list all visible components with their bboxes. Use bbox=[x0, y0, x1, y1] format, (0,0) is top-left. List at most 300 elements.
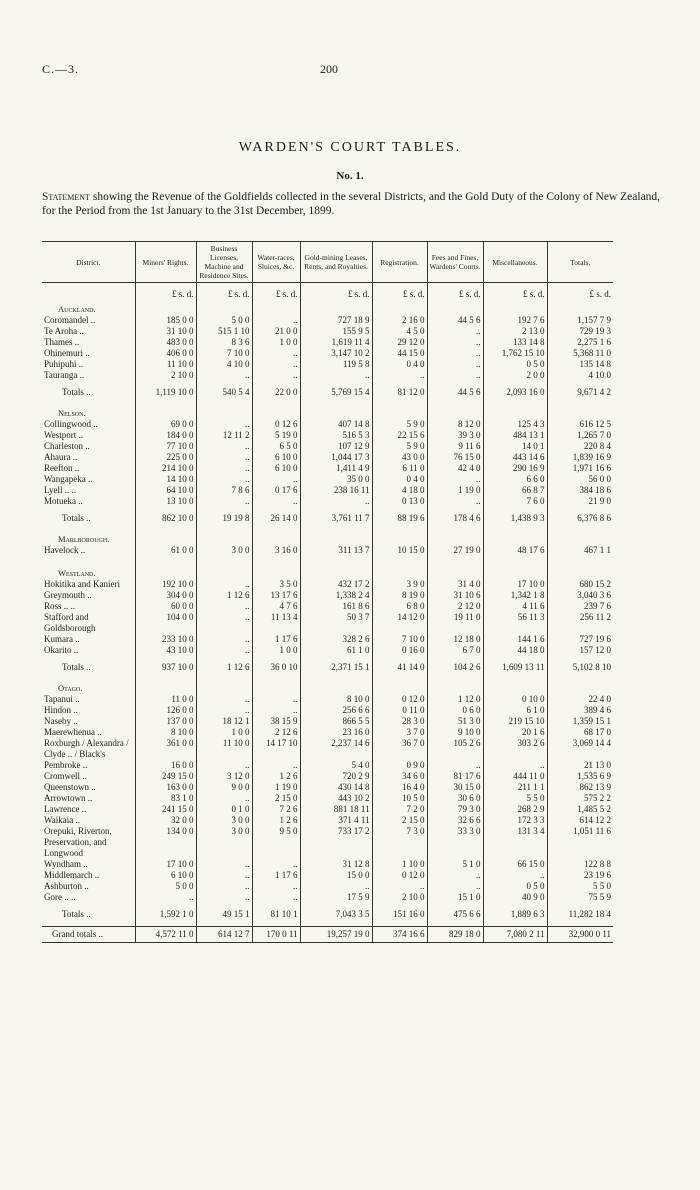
value-cell: 3,069 14 4 bbox=[547, 738, 613, 760]
value-cell: 11 10 0 bbox=[135, 359, 196, 370]
district-name: Totals .. bbox=[62, 909, 91, 919]
value-cell: 862 10 0 bbox=[135, 507, 196, 530]
value-cell: 170 0 11 bbox=[252, 927, 300, 943]
value-cell: 1,839 16 9 bbox=[547, 452, 613, 463]
value-cell: 5 9 0 bbox=[372, 441, 427, 452]
district-name: Lyell .. .. bbox=[44, 485, 76, 495]
value-cell: 76 15 0 bbox=[427, 452, 483, 463]
district-name: Orepuki, Riverton, Preservation, and Longwood bbox=[44, 826, 112, 858]
region-name: Marlborough. bbox=[58, 534, 110, 544]
value-cell: .. bbox=[196, 793, 252, 804]
district-name: Waikaia .. bbox=[44, 815, 81, 825]
value-cell: 3,147 10 2 bbox=[300, 348, 372, 359]
district-row bbox=[42, 337, 613, 348]
value-cell: 2 15 0 bbox=[252, 793, 300, 804]
value-cell: 2,237 14 6 bbox=[300, 738, 372, 760]
value-cell: .. bbox=[252, 315, 300, 326]
value-cell: 374 16 6 bbox=[372, 927, 427, 943]
value-cell: 4 5 0 bbox=[372, 326, 427, 337]
value-cell: 0 11 0 bbox=[372, 705, 427, 716]
units-spacer bbox=[42, 283, 135, 301]
statement-text: showing the Revenue of the Goldfields collected in the several Districts, and the Gold Duty of the Colony of New Zealand, for the Period from the 1st January to the 31st December, 1899. bbox=[42, 191, 661, 217]
value-cell: 6 8 0 bbox=[372, 601, 427, 612]
value-cell: 32,900 0 11 bbox=[547, 927, 613, 943]
value-cell: 50 3 7 bbox=[300, 612, 372, 634]
district-name: Cromwell .. bbox=[44, 771, 87, 781]
value-cell: 1 0 0 bbox=[252, 337, 300, 348]
value-cell: 0 5 0 bbox=[483, 359, 547, 370]
value-cell: 406 0 0 bbox=[135, 348, 196, 359]
value-cell: 3 16 0 bbox=[252, 545, 300, 556]
value-cell: 28 3 0 bbox=[372, 716, 427, 727]
value-cell: 20 1 6 bbox=[483, 727, 547, 738]
col-header-gold-mining-leases: Gold-mining Leases, Rents, and Royalties. bbox=[300, 242, 372, 283]
revenue-table bbox=[42, 241, 613, 943]
value-cell: 8 19 0 bbox=[372, 590, 427, 601]
value-cell: .. bbox=[252, 474, 300, 485]
value-cell: 61 1 0 bbox=[300, 645, 372, 656]
value-cell: 107 12 9 bbox=[300, 441, 372, 452]
district-row bbox=[42, 579, 613, 590]
value-cell: 8 10 0 bbox=[135, 727, 196, 738]
district-row bbox=[42, 634, 613, 645]
district-name: Tauranga .. bbox=[44, 370, 85, 380]
value-cell: 5 4 0 bbox=[300, 760, 372, 771]
value-cell: 0 17 6 bbox=[252, 485, 300, 496]
value-cell: 26 14 0 bbox=[252, 507, 300, 530]
unit-cell: £ s. d. bbox=[196, 283, 252, 301]
value-cell bbox=[196, 300, 252, 315]
value-cell: 9 5 0 bbox=[252, 826, 300, 859]
value-cell: 30 15 0 bbox=[427, 782, 483, 793]
value-cell: 1,044 17 3 bbox=[300, 452, 372, 463]
value-cell: 27 19 0 bbox=[427, 545, 483, 556]
value-cell: .. bbox=[427, 337, 483, 348]
value-cell bbox=[300, 556, 372, 564]
value-cell: 5,102 8 10 bbox=[547, 656, 613, 679]
value-cell: 119 5 8 bbox=[300, 359, 372, 370]
value-cell: 1 0 0 bbox=[196, 727, 252, 738]
value-cell: .. bbox=[196, 474, 252, 485]
value-cell: .. bbox=[427, 881, 483, 892]
district-row bbox=[42, 441, 613, 452]
value-cell: 3 0 0 bbox=[196, 815, 252, 826]
district-name: Greymouth .. bbox=[44, 590, 92, 600]
region-name: Auckland. bbox=[58, 304, 96, 314]
value-cell: 3 5 0 bbox=[252, 579, 300, 590]
value-cell: 105 2 6 bbox=[427, 738, 483, 760]
district-name: Havelock .. bbox=[44, 545, 86, 555]
col-header-miners-rights: Miners' Rights. bbox=[135, 242, 196, 283]
value-cell: 7 8 6 bbox=[196, 485, 252, 496]
value-cell: 7 3 0 bbox=[372, 826, 427, 859]
value-cell: 0 1 0 bbox=[196, 804, 252, 815]
value-cell bbox=[196, 404, 252, 419]
value-cell: .. bbox=[196, 881, 252, 892]
value-cell: 31 4 0 bbox=[427, 579, 483, 590]
value-cell: 16 0 0 bbox=[135, 760, 196, 771]
value-cell: 16 4 0 bbox=[372, 782, 427, 793]
value-cell: 77 10 0 bbox=[135, 441, 196, 452]
unit-cell: £ s. d. bbox=[483, 283, 547, 301]
value-cell bbox=[372, 564, 427, 579]
value-cell: .. bbox=[196, 496, 252, 507]
value-cell: 3,040 3 6 bbox=[547, 590, 613, 601]
value-cell: 192 10 0 bbox=[135, 579, 196, 590]
value-cell: 361 0 0 bbox=[135, 738, 196, 760]
value-cell: 241 15 0 bbox=[135, 804, 196, 815]
value-cell: .. bbox=[252, 348, 300, 359]
value-cell: 178 4 6 bbox=[427, 507, 483, 530]
district-row bbox=[42, 348, 613, 359]
district-row bbox=[42, 760, 613, 771]
district-row bbox=[42, 793, 613, 804]
value-cell: .. bbox=[196, 705, 252, 716]
value-cell: 11,282 18 4 bbox=[547, 903, 613, 927]
value-cell: .. bbox=[300, 496, 372, 507]
value-cell: 239 7 6 bbox=[547, 601, 613, 612]
value-cell: 2 16 0 bbox=[372, 315, 427, 326]
value-cell: 10 5 0 bbox=[372, 793, 427, 804]
value-cell: 256 6 6 bbox=[300, 705, 372, 716]
value-cell: 575 2 2 bbox=[547, 793, 613, 804]
district-row bbox=[42, 815, 613, 826]
page-title: WARDEN'S COURT TABLES. bbox=[238, 140, 462, 155]
value-cell: 3,761 11 7 bbox=[300, 507, 372, 530]
district-row bbox=[42, 645, 613, 656]
value-cell: 125 4 3 bbox=[483, 419, 547, 430]
value-cell: 727 18 9 bbox=[300, 315, 372, 326]
value-cell: 225 0 0 bbox=[135, 452, 196, 463]
value-cell bbox=[300, 564, 372, 579]
value-cell: .. bbox=[196, 694, 252, 705]
district-row bbox=[42, 705, 613, 716]
value-cell: .. bbox=[427, 760, 483, 771]
value-cell: 211 1 1 bbox=[483, 782, 547, 793]
value-cell: 56 0 0 bbox=[547, 474, 613, 485]
value-cell bbox=[300, 300, 372, 315]
value-cell: 1,411 4 9 bbox=[300, 463, 372, 474]
col-header-registration: Registration. bbox=[372, 242, 427, 283]
region-heading-row bbox=[42, 564, 613, 579]
col-header-miscellaneous: Miscellaneous. bbox=[483, 242, 547, 283]
value-cell: 1,338 2 4 bbox=[300, 590, 372, 601]
value-cell: 2 0 0 bbox=[483, 370, 547, 381]
totals-row bbox=[42, 381, 613, 404]
district-name: Wyndham .. bbox=[44, 859, 88, 869]
value-cell: .. bbox=[252, 892, 300, 903]
value-cell: 4 10 0 bbox=[196, 359, 252, 370]
value-cell: 23 19 6 bbox=[547, 870, 613, 881]
value-cell: 60 0 0 bbox=[135, 601, 196, 612]
district-name: Te Aroha .. bbox=[44, 326, 84, 336]
value-cell: 11 0 0 bbox=[135, 694, 196, 705]
value-cell: 2 13 0 bbox=[483, 326, 547, 337]
value-cell bbox=[547, 300, 613, 315]
value-cell: 131 3 4 bbox=[483, 826, 547, 859]
value-cell: 1 12 6 bbox=[196, 590, 252, 601]
value-cell: 1,889 6 3 bbox=[483, 903, 547, 927]
value-cell: 18 12 1 bbox=[196, 716, 252, 727]
value-cell: 3 7 0 bbox=[372, 727, 427, 738]
value-cell bbox=[483, 404, 547, 419]
value-cell bbox=[252, 300, 300, 315]
value-cell: 3 9 0 bbox=[372, 579, 427, 590]
value-cell: 7 2 6 bbox=[252, 804, 300, 815]
value-cell: 430 14 8 bbox=[300, 782, 372, 793]
value-cell: 1 10 0 bbox=[372, 859, 427, 870]
value-cell: 10 15 0 bbox=[372, 545, 427, 556]
value-cell: 680 15 2 bbox=[547, 579, 613, 590]
value-cell: 13 17 6 bbox=[252, 590, 300, 601]
district-row bbox=[42, 694, 613, 705]
district-row bbox=[42, 881, 613, 892]
value-cell: 6 10 0 bbox=[135, 870, 196, 881]
value-cell: 7 10 0 bbox=[372, 634, 427, 645]
value-cell: .. bbox=[196, 859, 252, 870]
value-cell: 64 10 0 bbox=[135, 485, 196, 496]
value-cell: .. bbox=[483, 760, 547, 771]
value-cell: 0 9 0 bbox=[372, 760, 427, 771]
value-cell bbox=[547, 404, 613, 419]
value-cell: 35 0 0 bbox=[300, 474, 372, 485]
value-cell: 304 0 0 bbox=[135, 590, 196, 601]
value-cell: 1,971 16 6 bbox=[547, 463, 613, 474]
value-cell: 15 0 0 bbox=[300, 870, 372, 881]
value-cell: 61 0 0 bbox=[135, 545, 196, 556]
value-cell: 36 7 0 bbox=[372, 738, 427, 760]
value-cell: .. bbox=[427, 326, 483, 337]
value-cell: 6,376 8 6 bbox=[547, 507, 613, 530]
district-row bbox=[42, 826, 613, 859]
column-header-row bbox=[42, 242, 613, 283]
col-header-district: District. bbox=[42, 242, 135, 283]
value-cell: 43 10 0 bbox=[135, 645, 196, 656]
value-cell: 1 0 0 bbox=[252, 645, 300, 656]
value-cell: 104 0 0 bbox=[135, 612, 196, 634]
district-row bbox=[42, 804, 613, 815]
value-cell: 33 3 0 bbox=[427, 826, 483, 859]
value-cell: 1,592 1 0 bbox=[135, 903, 196, 927]
value-cell: 238 16 11 bbox=[300, 485, 372, 496]
district-row bbox=[42, 738, 613, 760]
district-name: Maerewhenua .. bbox=[44, 727, 102, 737]
value-cell: .. bbox=[196, 579, 252, 590]
value-cell: 184 0 0 bbox=[135, 430, 196, 441]
value-cell bbox=[135, 679, 196, 694]
value-cell bbox=[427, 564, 483, 579]
value-cell: 328 2 6 bbox=[300, 634, 372, 645]
value-cell: 5 0 0 bbox=[196, 315, 252, 326]
value-cell: 7 10 0 bbox=[196, 348, 252, 359]
value-cell: 389 4 6 bbox=[547, 705, 613, 716]
statement-caption bbox=[42, 190, 668, 218]
value-cell: 48 17 6 bbox=[483, 545, 547, 556]
value-cell bbox=[483, 564, 547, 579]
value-cell bbox=[427, 404, 483, 419]
value-cell: 14 0 1 bbox=[483, 441, 547, 452]
value-cell: .. bbox=[300, 881, 372, 892]
district-row bbox=[42, 452, 613, 463]
value-cell: 11 10 0 bbox=[196, 738, 252, 760]
value-cell: 36 0 10 bbox=[252, 656, 300, 679]
value-cell bbox=[372, 530, 427, 545]
value-cell: 4 18 0 bbox=[372, 485, 427, 496]
value-cell: 8 10 0 bbox=[300, 694, 372, 705]
value-cell: 2 15 0 bbox=[372, 815, 427, 826]
value-cell: .. bbox=[196, 601, 252, 612]
value-cell: 5 0 0 bbox=[135, 881, 196, 892]
value-cell bbox=[135, 300, 196, 315]
value-cell: 6 6 0 bbox=[483, 474, 547, 485]
value-cell: 540 5 4 bbox=[196, 381, 252, 404]
district-row bbox=[42, 859, 613, 870]
value-cell: 163 0 0 bbox=[135, 782, 196, 793]
value-cell: 88 19 6 bbox=[372, 507, 427, 530]
value-cell: 7 6 0 bbox=[483, 496, 547, 507]
value-cell: 0 4 0 bbox=[372, 359, 427, 370]
value-cell: 66 8 7 bbox=[483, 485, 547, 496]
value-cell: 44 5 6 bbox=[427, 381, 483, 404]
district-name: Westport .. bbox=[44, 430, 84, 440]
value-cell bbox=[300, 404, 372, 419]
value-cell: 733 17 2 bbox=[300, 826, 372, 859]
unit-cell: £ s. d. bbox=[547, 283, 613, 301]
district-row bbox=[42, 716, 613, 727]
units-row bbox=[42, 283, 613, 301]
value-cell: 6 10 0 bbox=[252, 463, 300, 474]
value-cell: 6 5 0 bbox=[252, 441, 300, 452]
value-cell: 39 3 0 bbox=[427, 430, 483, 441]
value-cell: 290 16 9 bbox=[483, 463, 547, 474]
value-cell: 17 5 9 bbox=[300, 892, 372, 903]
district-row bbox=[42, 870, 613, 881]
value-cell: 23 16 0 bbox=[300, 727, 372, 738]
value-cell: 937 10 0 bbox=[135, 656, 196, 679]
district-row bbox=[42, 892, 613, 903]
value-cell bbox=[252, 404, 300, 419]
district-row bbox=[42, 782, 613, 793]
value-cell: 2,371 15 1 bbox=[300, 656, 372, 679]
value-cell: .. bbox=[427, 348, 483, 359]
district-row bbox=[42, 771, 613, 782]
unit-cell: £ s. d. bbox=[300, 283, 372, 301]
totals-row bbox=[42, 656, 613, 679]
value-cell: 21 0 0 bbox=[252, 326, 300, 337]
district-row bbox=[42, 496, 613, 507]
value-cell: 137 0 0 bbox=[135, 716, 196, 727]
district-name: Charleston .. bbox=[44, 441, 90, 451]
value-cell: 40 9 0 bbox=[483, 892, 547, 903]
district-name: Ashburton .. bbox=[44, 881, 89, 891]
value-cell: 22 15 6 bbox=[372, 430, 427, 441]
district-name: Ohinemuri .. bbox=[44, 348, 90, 358]
value-cell bbox=[196, 679, 252, 694]
value-cell: 1,051 11 6 bbox=[547, 826, 613, 859]
value-cell: 249 15 0 bbox=[135, 771, 196, 782]
value-cell: 214 10 0 bbox=[135, 463, 196, 474]
value-cell: 6 7 0 bbox=[427, 645, 483, 656]
value-cell: .. bbox=[196, 870, 252, 881]
value-cell: 384 18 6 bbox=[547, 485, 613, 496]
value-cell: .. bbox=[196, 463, 252, 474]
district-name: Totals .. bbox=[62, 662, 91, 672]
value-cell bbox=[135, 556, 196, 564]
value-cell bbox=[372, 404, 427, 419]
value-cell: .. bbox=[372, 370, 427, 381]
value-cell: 1 19 0 bbox=[252, 782, 300, 793]
value-cell bbox=[547, 679, 613, 694]
district-name bbox=[42, 556, 135, 564]
value-cell: 81 10 1 bbox=[252, 903, 300, 927]
district-name: Kumara .. bbox=[44, 634, 80, 644]
value-cell: 31 12 8 bbox=[300, 859, 372, 870]
value-cell: 32 0 0 bbox=[135, 815, 196, 826]
value-cell: .. bbox=[252, 359, 300, 370]
value-cell bbox=[547, 564, 613, 579]
value-cell: 371 4 11 bbox=[300, 815, 372, 826]
value-cell: 2,275 1 6 bbox=[547, 337, 613, 348]
col-header-fees-fines: Fees and Fines, Wardens' Courts. bbox=[427, 242, 483, 283]
table-body bbox=[42, 283, 613, 943]
district-name: Hokitika and Kanieri bbox=[44, 579, 120, 589]
value-cell: .. bbox=[300, 370, 372, 381]
district-name: Lawrence .. bbox=[44, 804, 87, 814]
district-name: Middlemarch .. bbox=[44, 870, 100, 880]
value-cell: 126 0 0 bbox=[135, 705, 196, 716]
value-cell: 443 10 2 bbox=[300, 793, 372, 804]
value-cell: 1 12 6 bbox=[196, 656, 252, 679]
unit-cell: £ s. d. bbox=[427, 283, 483, 301]
value-cell: 12 11 2 bbox=[196, 430, 252, 441]
value-cell: 22 4 0 bbox=[547, 694, 613, 705]
value-cell: 66 15 0 bbox=[483, 859, 547, 870]
value-cell: .. bbox=[252, 705, 300, 716]
value-cell: 44 18 0 bbox=[483, 645, 547, 656]
value-cell: 8 12 0 bbox=[427, 419, 483, 430]
region-heading-row bbox=[42, 404, 613, 419]
district-name: Collingwood .. bbox=[44, 419, 98, 429]
value-cell: 1,157 7 9 bbox=[547, 315, 613, 326]
value-cell: 3 0 0 bbox=[196, 826, 252, 859]
district-name: Tapanui .. bbox=[44, 694, 80, 704]
value-cell: 4 7 6 bbox=[252, 601, 300, 612]
value-cell: 0 13 0 bbox=[372, 496, 427, 507]
value-cell: .. bbox=[252, 760, 300, 771]
value-cell: 467 1 1 bbox=[547, 545, 613, 556]
value-cell: 0 10 0 bbox=[483, 694, 547, 705]
value-cell bbox=[483, 530, 547, 545]
report-code: C.—3. bbox=[42, 62, 80, 76]
value-cell: 22 0 0 bbox=[252, 381, 300, 404]
value-cell: 862 13 9 bbox=[547, 782, 613, 793]
value-cell: .. bbox=[372, 881, 427, 892]
value-cell: 1,485 5 2 bbox=[547, 804, 613, 815]
value-cell: 829 18 0 bbox=[427, 927, 483, 943]
value-cell: 3 0 0 bbox=[196, 545, 252, 556]
value-cell: 9 10 0 bbox=[427, 727, 483, 738]
value-cell: 83 1 0 bbox=[135, 793, 196, 804]
value-cell: 0 16 0 bbox=[372, 645, 427, 656]
value-cell: 303 2 6 bbox=[483, 738, 547, 760]
district-row bbox=[42, 430, 613, 441]
value-cell: 2 10 0 bbox=[372, 892, 427, 903]
value-cell bbox=[372, 679, 427, 694]
value-cell: 614 12 7 bbox=[196, 927, 252, 943]
value-cell: 192 7 6 bbox=[483, 315, 547, 326]
value-cell: 220 8 4 bbox=[547, 441, 613, 452]
value-cell: 81 12 0 bbox=[372, 381, 427, 404]
